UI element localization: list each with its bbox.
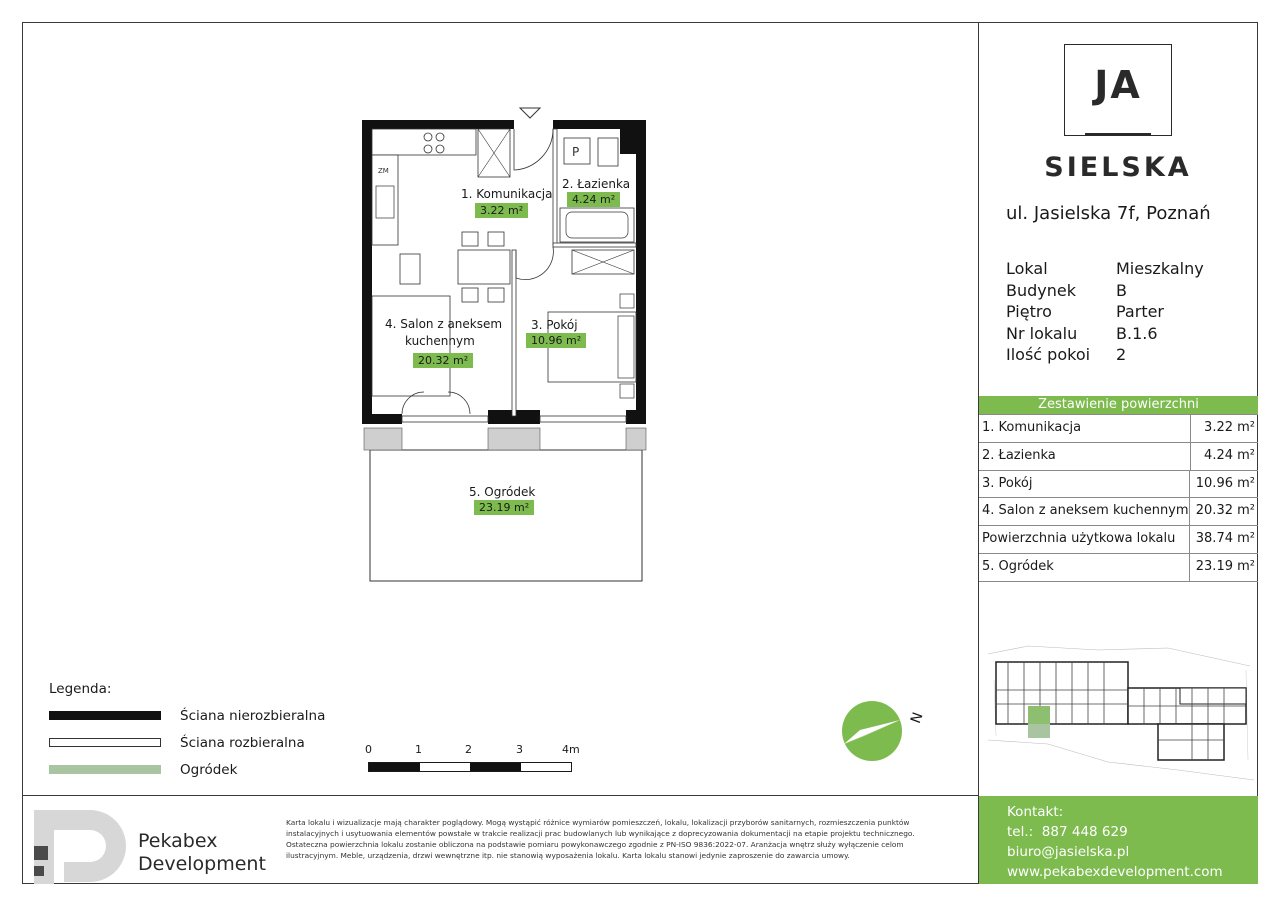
fridge-mark: ZM <box>378 167 389 175</box>
stone-strip <box>364 428 402 450</box>
contact-box <box>979 796 1258 884</box>
room-area-pokoj: 10.96 m² <box>526 333 586 348</box>
room-label-salon: 4. Salon z aneksem <box>385 317 503 331</box>
scale-tick: 0 <box>365 743 372 756</box>
entrance-arrow <box>520 108 540 118</box>
table-row: 1. Komunikacja 3.22 m² <box>979 414 1258 443</box>
floor-plan <box>340 100 670 600</box>
partition-wall <box>512 250 516 416</box>
table-row: 2. Łazienka 4.24 m² <box>979 443 1258 471</box>
developer-name: Pekabex Development <box>138 830 266 875</box>
legend-label-bearing-wall: Ściana nierozbieralna <box>180 708 326 724</box>
legend-swatch-partition-wall <box>49 738 161 747</box>
address: ul. Jasielska 7f, Poznań <box>1006 203 1211 224</box>
brand-logo <box>1064 44 1172 136</box>
room-area-lazienka: 4.24 m² <box>567 192 620 207</box>
legend-label-partition-wall: Ściana rozbieralna <box>180 735 305 751</box>
wall-bottom <box>362 414 402 424</box>
wall-bottom <box>626 410 646 424</box>
area-summary-table <box>979 396 1258 582</box>
scale-tick: 1 <box>415 743 422 756</box>
scale-bar <box>368 762 572 772</box>
wall-corner <box>620 120 646 154</box>
pekabex-logo-icon <box>34 810 132 884</box>
legend-label-garden: Ogródek <box>180 762 238 778</box>
info-row: Lokal Mieszkalny <box>1006 259 1204 278</box>
room-label-lazienka: 2. Łazienka <box>562 177 631 191</box>
room-label-pokoj: 3. Pokój <box>531 318 578 332</box>
table-row: 4. Salon z aneksem kuchennym 20.32 m² <box>979 498 1258 526</box>
contact-website[interactable]: www.pekabexdevelopment.com <box>1007 864 1223 880</box>
partition-wall <box>553 243 636 247</box>
compass-icon <box>840 700 930 764</box>
legend-title: Legenda: <box>49 681 112 697</box>
wc-mark: P <box>572 145 580 159</box>
scale-tick: 4m <box>562 743 580 756</box>
room-label-salon-line2: kuchennym <box>405 334 475 348</box>
summary-title: Zestawienie powierzchni <box>979 396 1258 414</box>
stone-strip <box>626 428 646 450</box>
contact-email[interactable]: biuro@jasielska.pl <box>1007 844 1130 860</box>
legend-swatch-bearing-wall <box>49 711 161 720</box>
info-row: Ilość pokoi 2 <box>1006 345 1127 365</box>
info-row: Budynek B <box>1006 280 1127 300</box>
brand-logo-text: JA <box>1094 63 1142 107</box>
scale-tick: 3 <box>516 743 523 756</box>
room-label-komunikacja: 1. Komunikacja <box>461 187 553 201</box>
compass-north-label: N <box>907 710 927 726</box>
contact-title: Kontakt: <box>1007 804 1064 820</box>
table-row: Powierzchnia użytkowa lokalu 38.74 m² <box>979 526 1258 554</box>
room-area-komunikacja: 3.22 m² <box>475 203 528 218</box>
wall-left <box>362 120 372 424</box>
footer-divider <box>22 795 979 796</box>
legend-swatch-garden <box>49 765 161 774</box>
scale-tick: 2 <box>465 743 472 756</box>
stone-strip <box>488 428 540 450</box>
unit-info <box>1006 258 1204 366</box>
contact-phone-row <box>1007 822 1258 842</box>
room-area-ogrodek: 23.19 m² <box>474 500 534 515</box>
garden-area <box>370 450 642 581</box>
table-row: 3. Pokój 10.96 m² <box>979 471 1258 499</box>
contact-phone-label: tel.: <box>1007 824 1034 840</box>
disclaimer-text: Karta lokalu i wizualizacje mają charakter poglądowy. Mogą wystąpić różnice wymiarów pomieszczeń, lokalu, lokalizacji przyborów sanitarnych, rozmieszczenia punktów instalacyjnych i usytuowania elementów powstałe w trakcie realizacji prac budowlanych lub wynikające z doprecyzowania dokumentacji na etapie projektu technicznego. Ostateczna powierzchnia lokalu zostanie obliczona na podstawie pomiaru powykonawczego zgodnie z PN-ISO 9836:2022-07. Aranżacja wnętrz służy wyłączenie celom ilustracyjnym. Meble, urządzenia, drzwi wewnętrzne itp. nie stanowią wyposażenia lokalu. Karta lokalu stanowi jedynie zaproszenie do zawarcia umowy. <box>286 818 915 860</box>
info-row: Piętro Parter <box>1006 302 1165 322</box>
room-label-ogrodek: 5. Ogródek <box>469 485 536 499</box>
wall-right <box>636 120 646 424</box>
info-row: Nr lokalu B.1.6 <box>1006 323 1158 343</box>
site-plan-thumbnail <box>988 640 1256 786</box>
partition-wall <box>553 129 557 245</box>
table-row: 5. Ogródek 23.19 m² <box>979 554 1258 582</box>
brand-name: SIELSKA <box>1044 152 1192 183</box>
room-area-salon: 20.32 m² <box>413 353 473 368</box>
contact-phone[interactable]: 887 448 629 <box>1041 824 1128 840</box>
